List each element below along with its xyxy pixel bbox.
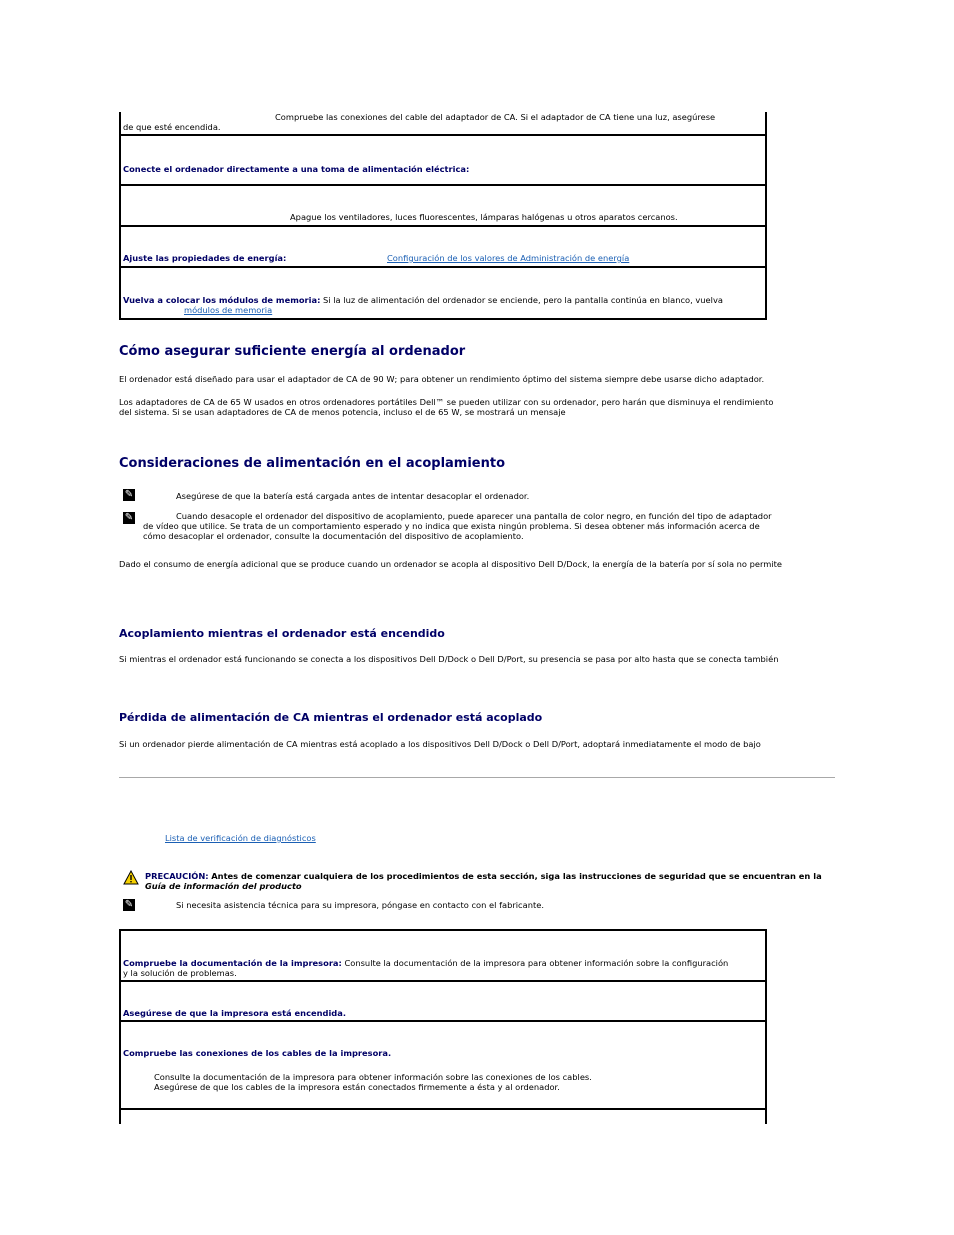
- note-icon: ✎: [124, 899, 134, 910]
- caution-label: PRECAUCIÓN:: [145, 871, 209, 881]
- row-label: Vuelva a colocar los módulos de memoria:: [123, 295, 321, 305]
- row-text-body: Consulte la documentación de la impresora para obtener información sobre la configuración: [344, 958, 729, 968]
- note-text: cómo desacoplar el ordenador, consulte la documentación del dispositivo de acoplamiento.: [143, 531, 524, 541]
- paragraph: El ordenador está diseñado para usar el adaptador de CA de 90 W; para obtener un rendimiento óptimo del sistema siempre debe usarse dicho adaptador.: [119, 374, 765, 384]
- list-item: Consulte la documentación de la impresora para obtener información sobre las conexiones de los cables.: [154, 1072, 592, 1082]
- paragraph: Los adaptadores de CA de 65 W usados en otros ordenadores portátiles Dell™ se pueden utilizar con su ordenador, pero harán que disminuya el rendimiento: [119, 397, 774, 407]
- table-row: [121, 268, 765, 320]
- divider: [119, 777, 835, 778]
- row-text-continued: y la solución de problemas.: [123, 968, 237, 978]
- caution-body: Antes de comenzar cualquiera de los procedimientos de esta sección, siga las instrucciones de seguridad que se encuentran en la: [211, 871, 822, 881]
- subsection-heading-docking-on: Acoplamiento mientras el ordenador está encendido: [119, 627, 445, 640]
- caution-text: [145, 871, 822, 881]
- paragraph: del sistema. Si se usan adaptadores de CA de menos potencia, incluso el de 65 W, se mostrará un mensaje: [119, 407, 566, 417]
- table-row: [121, 186, 765, 227]
- row-label: Asegúrese de que la impresora está encendida.: [123, 1008, 346, 1018]
- row-text-continued: de que esté encendida.: [123, 122, 221, 132]
- row-text-body: Si la luz de alimentación del ordenador se enciende, pero la pantalla continúa en blanco, vuelva: [323, 295, 723, 305]
- row-text: [123, 295, 723, 305]
- section-heading-docking: Consideraciones de alimentación en el acoplamiento: [119, 456, 506, 471]
- note-text: Asegúrese de que la batería está cargada antes de intentar desacoplar el ordenador.: [176, 491, 530, 501]
- paragraph: Dado el consumo de energía adicional que se produce cuando un ordenador se acopla al dispositivo Dell D/Dock, la energía de la batería por sí sola no permite: [119, 559, 783, 569]
- note-text: Cuando desacople el ordenador del dispositivo de acoplamiento, puede aparecer una pantalla de color negro, en función del tipo de adaptador: [176, 511, 772, 521]
- row-text: Apague los ventiladores, luces fluorescentes, lámparas halógenas u otros aparatos cercanos.: [290, 212, 678, 222]
- note-icon: ✎: [124, 512, 134, 523]
- table-row: [121, 136, 765, 186]
- table-row: [121, 1110, 765, 1124]
- subsection-heading-ac-loss: Pérdida de alimentación de CA mientras el ordenador está acoplado: [119, 711, 543, 724]
- paragraph: Si un ordenador pierde alimentación de CA mientras está acoplado a los dispositivos Dell D/Dock o Dell D/Port, adoptará inmediatamente el modo de bajo: [119, 739, 761, 749]
- diagnostics-checklist-link[interactable]: Lista de verificación de diagnósticos: [165, 833, 316, 843]
- table-row: [121, 1022, 765, 1110]
- row-label: Compruebe la documentación de la impresora:: [123, 958, 342, 968]
- row-label: Compruebe las conexiones de los cables de la impresora.: [123, 1048, 392, 1058]
- section-heading-power: Cómo asegurar suficiente energía al ordenador: [119, 344, 466, 359]
- table-row: [121, 227, 765, 268]
- list-item: Asegúrese de que los cables de la impresora están conectados firmemente a ésta y al ordenador.: [154, 1082, 560, 1092]
- caution-guide-title: Guía de información del producto: [145, 881, 302, 891]
- row-label: Ajuste las propiedades de energía:: [123, 253, 287, 263]
- memory-modules-link[interactable]: módulos de memoria: [184, 305, 273, 315]
- troubleshooting-table-printer: [119, 929, 767, 1124]
- power-settings-link[interactable]: Configuración de los valores de Administración de energía: [387, 253, 630, 263]
- troubleshooting-table-power: [119, 112, 767, 320]
- note-icon: ✎: [124, 489, 134, 500]
- note-text: Si necesita asistencia técnica para su impresora, póngase en contacto con el fabricante.: [176, 900, 544, 910]
- row-text: [123, 958, 728, 968]
- row-label: Conecte el ordenador directamente a una toma de alimentación eléctrica:: [123, 164, 470, 174]
- table-row: [121, 982, 765, 1022]
- note-text: de vídeo que utilice. Se trata de un comportamiento esperado y no indica que exista ningún problema. Si desea obtener más información acerca de: [143, 521, 760, 531]
- row-text: Compruebe las conexiones del cable del adaptador de CA. Si el adaptador de CA tiene una luz, asegúrese: [275, 112, 716, 122]
- table-row: [121, 112, 765, 136]
- table-row: [121, 931, 765, 982]
- paragraph: Si mientras el ordenador está funcionando se conecta a los dispositivos Dell D/Dock o Dell D/Port, su presencia se pasa por alto hasta que se conecta también: [119, 654, 779, 664]
